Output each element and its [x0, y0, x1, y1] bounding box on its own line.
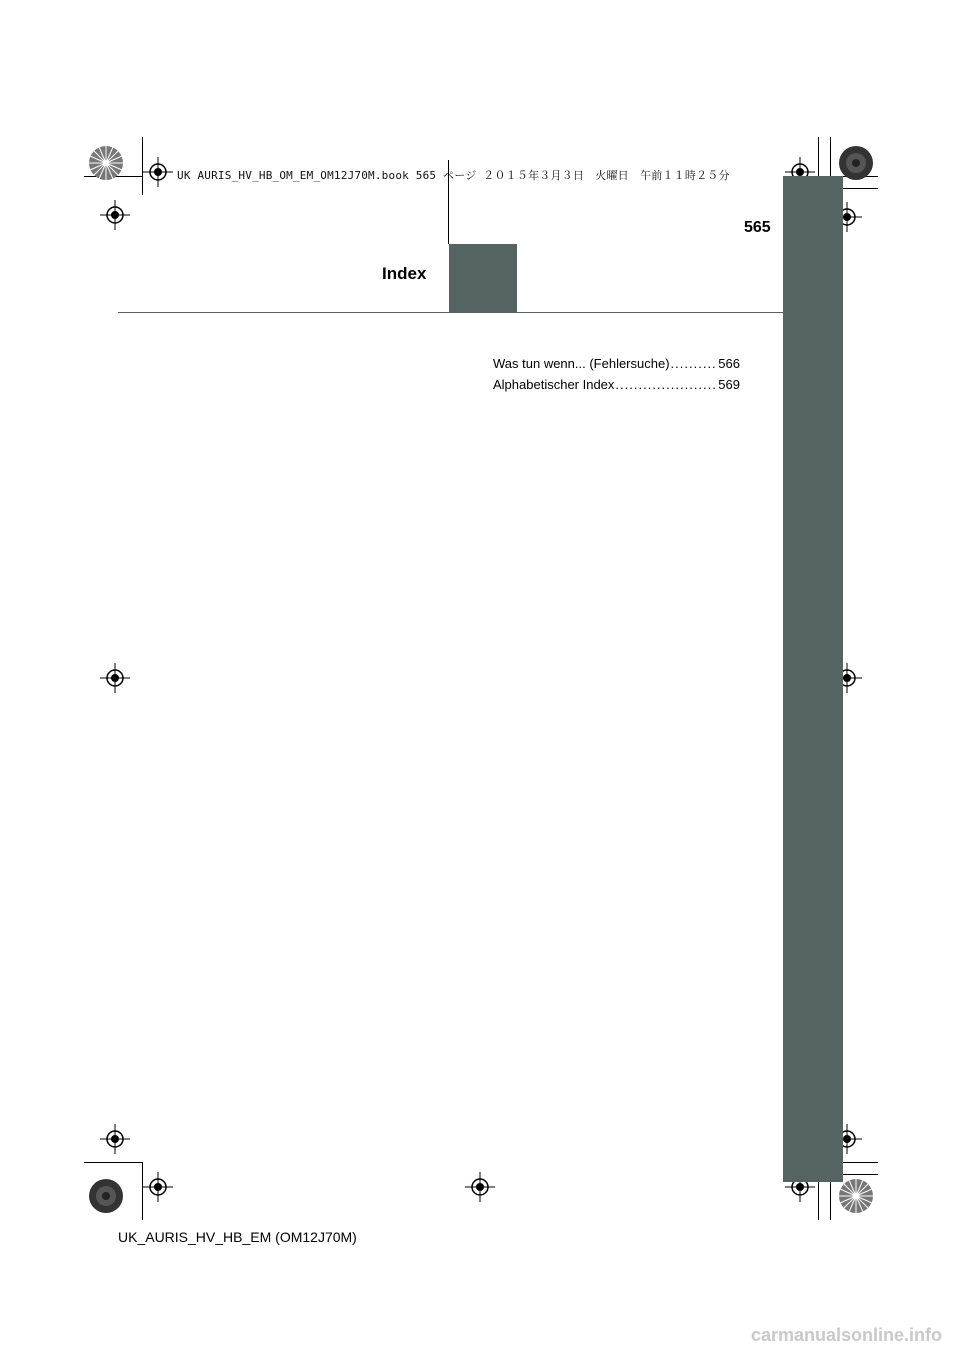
toc-entry-label: Alphabetischer Index: [493, 377, 615, 392]
print-meta-line: UK AURIS_HV_HB_OM_EM_OM12J70M.book 565 ページ ２０１５年３月３日 火曜日 午前１１時２５分: [177, 169, 730, 182]
toc-leader: [671, 356, 718, 371]
sunburst-register-icon: [88, 1178, 124, 1214]
registration-mark-icon: [143, 1172, 173, 1202]
toc-entry[interactable]: [493, 356, 740, 371]
crop-line: [84, 1162, 142, 1163]
watermark: carmanualsonline.info: [750, 1325, 942, 1345]
page-number: 565: [744, 219, 771, 236]
thumb-index-tab: [783, 176, 843, 1182]
section-title: Index: [382, 264, 427, 283]
sunburst-register-icon: [838, 145, 874, 181]
section-color-block: [449, 244, 517, 313]
registration-mark-icon: [100, 200, 130, 230]
sunburst-register-icon: [838, 1178, 874, 1214]
registration-mark-icon: [100, 1124, 130, 1154]
sunburst-register-icon: [88, 145, 124, 181]
document-id: UK_AURIS_HV_HB_EM (OM12J70M): [118, 1229, 357, 1245]
toc-leader: [615, 377, 717, 392]
registration-mark-icon: [465, 1172, 495, 1202]
toc-entry-page: 569: [718, 377, 740, 392]
header-rule: [118, 312, 784, 313]
toc-entry-label: Was tun wenn... (Fehlersuche): [493, 356, 670, 371]
toc-entry[interactable]: [493, 377, 740, 392]
toc-entry-page: 566: [718, 356, 740, 371]
registration-mark-icon: [143, 157, 173, 187]
registration-mark-icon: [100, 663, 130, 693]
